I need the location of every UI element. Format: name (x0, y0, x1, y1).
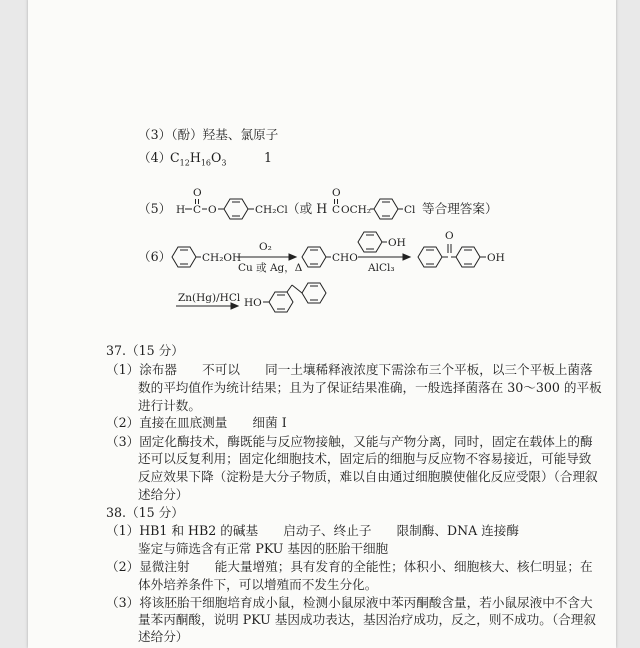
q37-line1: （1）涂布器 不可以 同一土壤稀释液浓度下需涂布三个平板，以三个平板上菌落 (106, 362, 593, 377)
q38-line4: 体外培养条件下，可以增殖而不发生分化。 (138, 577, 378, 592)
q37-line8: 述给分） (138, 487, 189, 502)
p5-carbonyl-o: O (193, 187, 202, 199)
p5-alt-carbonyl-o: O (332, 187, 341, 199)
p5-formyl-h: H (176, 204, 186, 216)
p6-alcl3: AlCl₃ (368, 262, 395, 274)
q36-part3: （3）（酚）羟基、氯原子 (138, 127, 279, 142)
p6-ketone-oh: OH (487, 252, 505, 264)
p5-alternative-suffix: 等合理答案） (422, 201, 498, 216)
q38-line5: （3）将该胚胎干细胞培育成小鼠，检测小鼠尿液中苯丙酮酸含量，若小鼠尿液中不含大 (106, 595, 593, 610)
p5-alt-carbonyl-c: C (332, 204, 341, 216)
q36-part4-formula: $C_{12}H_{16}O_3$ (170, 150, 227, 168)
p6-oxidation-condition: Cu 或 Ag，Δ (238, 262, 303, 274)
p5-alternative-prefix: （或 H (287, 201, 328, 216)
q38-line2: 鉴定与筛选含有正常 PKU 基因的胚胎干细胞 (138, 541, 389, 556)
q37-header: 37.（15 分） (106, 343, 184, 358)
p5-alt-och2: OCH₂ (341, 204, 372, 216)
q38-line3: （2）显微注射 能大量增殖；具有发育的全能性；体积小、细胞核大、核仁明显；在 (106, 559, 593, 574)
p6-cho: CHO (332, 252, 358, 264)
p6-o2-reagent: O₂ (259, 241, 272, 253)
p5-alt-cl: Cl (404, 204, 416, 216)
p6-phenol-oh: OH (388, 237, 406, 249)
q37-line5: （3）固定化酶技术，酶既能与反应物接触，又能与产物分离，同时，固定在载体上的酶 (106, 434, 593, 449)
p6-ch2oh: CH₂OH (202, 252, 242, 264)
q38-line7: 述给分） (138, 629, 189, 644)
q38-line1: （1）HB1 和 HB2 的碱基 启动子、终止子 限制酶、DNA 连接酶 (106, 523, 519, 538)
p6-ho: HO (244, 297, 262, 309)
q38-header: 38.（15 分） (106, 505, 184, 520)
q38-line6: 量苯丙酮酸，说明 PKU 基因成功表达，基因治疗成功，反之，则不成功。（合理叙 (138, 612, 596, 627)
p5-ester-o: O (208, 204, 217, 216)
p6-ketone-o: O (445, 230, 454, 242)
q36-part5-label: （5） (138, 201, 172, 216)
q37-line6: 还可以反复利用；固定化细胞技术，固定后的细胞与反应物不容易接近，可能导致 (138, 451, 592, 466)
q37-line4: （2）直接在皿底测量 细菌 I (106, 415, 287, 430)
q37-line3: 进行计数。 (138, 398, 201, 413)
p6-znhg-reagent: Zn(Hg)/HCl (178, 292, 241, 304)
q36-part4-count: 1 (264, 150, 273, 165)
q36-part6-label: （6） (138, 249, 172, 264)
q37-line7: 反应效果下降（淀粉是大分子物质，难以自由通过细胞膜使催化反应受限）（合理叙 (138, 469, 598, 484)
p5-carbonyl-c: C (193, 204, 202, 216)
q37-line2: 数的平均值作为统计结果；且为了保证结果准确，一般选择菌落在 30～300 的平板 (138, 380, 602, 395)
q36-part4-label: （4） (138, 150, 172, 165)
p5-ch2cl: CH₂Cl (255, 204, 288, 216)
